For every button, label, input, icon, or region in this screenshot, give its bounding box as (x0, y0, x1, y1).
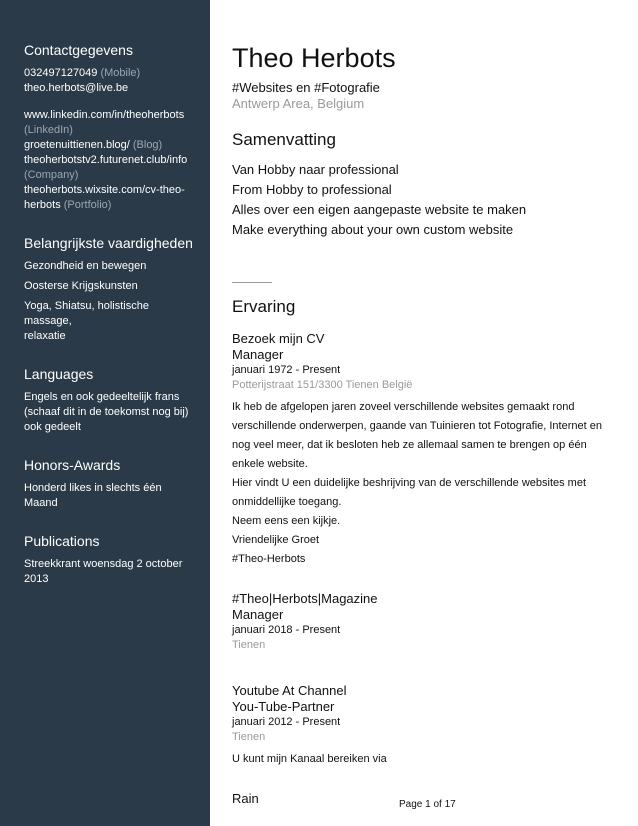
job-company: Rain (232, 791, 259, 806)
job-company: Youtube At Channel (232, 683, 347, 698)
summary-heading: Samenvatting (232, 130, 336, 149)
job-location: Potterijstraat 151/3300 Tienen België (232, 379, 413, 391)
publications-heading: Publications (24, 533, 100, 549)
job-description-line: enkele website. (232, 458, 308, 470)
portfolio-label: (Portfolio) (63, 199, 112, 211)
profile-headline: #Websites en #Fotografie (232, 80, 380, 95)
portfolio-link-part-1[interactable]: theoherbots.wixsite.com/cv-theo- (24, 184, 185, 196)
summary-line: From Hobby to professional (232, 182, 392, 197)
profile-name: Theo Herbots (232, 43, 396, 73)
email-link[interactable]: theo.herbots@live.be (24, 82, 129, 94)
profile-location: Antwerp Area, Belgium (232, 96, 365, 111)
phone-line (24, 66, 198, 81)
section-divider (232, 282, 272, 283)
job-role: You-Tube-Partner (232, 699, 335, 714)
skills-section (24, 235, 198, 344)
skills-heading: Belangrijkste vaardigheden (24, 235, 193, 251)
job-description-line: onmiddellijke toegang. (232, 496, 342, 508)
experience-entry (232, 683, 612, 769)
page-number: Page 1 of 17 (399, 799, 456, 810)
languages-section (24, 366, 198, 435)
publication-line: 2013 (24, 573, 49, 585)
experience-heading: Ervaring (232, 297, 296, 316)
job-location: Tienen (232, 731, 266, 743)
job-description-line: nog veel meer, dat ik besloten heb ze allemaal samen te brengen op één (232, 439, 587, 451)
publication-line: Streekkrant woensdag 2 october (24, 558, 183, 570)
job-description-line: Neem eens een kijkje. (232, 515, 341, 527)
sidebar (0, 0, 210, 826)
languages-heading: Languages (24, 366, 94, 382)
job-company: Bezoek mijn CV (232, 331, 325, 346)
phone-label: (Mobile) (100, 67, 141, 79)
summary-line: Van Hobby naar professional (232, 162, 399, 177)
honors-heading: Honors-Awards (24, 457, 121, 473)
summary-line: Alles over een eigen aangepaste website te maken (232, 202, 527, 217)
job-dates: januari 2018 - Present (232, 624, 341, 636)
job-dates: januari 2012 - Present (232, 716, 341, 728)
experience-entry (232, 331, 612, 569)
job-role: Manager (232, 347, 284, 362)
blog-label: (Blog) (132, 139, 163, 151)
job-location: Tienen (232, 639, 266, 651)
summary-line: Make everything about your own custom website (232, 222, 514, 237)
skill-item: Oosterse Krijgskunsten (24, 280, 138, 292)
job-role: Manager (232, 607, 284, 622)
job-description-line: Vriendelijke Groet (232, 534, 320, 546)
portfolio-line (24, 198, 198, 213)
phone-number: 032497127049 (24, 67, 98, 79)
job-description-line: Hier vindt U een duidelijke beshrijving van de verschillende websites met (232, 477, 587, 489)
blog-line (24, 138, 198, 153)
blog-link[interactable]: groetenuittienen.blog/ (24, 139, 130, 151)
skill-item: Gezondheid en bewegen (24, 260, 147, 272)
company-link[interactable]: theoherbotstv2.futurenet.club/info (24, 154, 188, 166)
job-dates: januari 1972 - Present (232, 364, 341, 376)
skill-item-continued: relaxatie (24, 330, 66, 342)
experience-entry (232, 591, 612, 653)
job-description-line: Ik heb de afgelopen jaren zoveel verschillende websites gemaakt rond (232, 401, 575, 413)
company-label: (Company) (24, 169, 79, 181)
honor-item: Honderd likes in slechts één Maand (24, 482, 162, 509)
linkedin-link[interactable]: www.linkedin.com/in/theoherbots (24, 109, 185, 121)
contact-section (24, 42, 198, 213)
main-content (232, 42, 612, 807)
job-description-line: #Theo-Herbots (232, 553, 306, 565)
language-line: Engels en ook gedeeltelijk frans (24, 391, 180, 403)
language-line: (schaaf dit in de toekomst nog bij) (24, 406, 189, 418)
language-line: ook gedeelt (24, 421, 81, 433)
portfolio-link-part-2[interactable]: herbots (24, 199, 61, 211)
publications-section (24, 533, 198, 587)
linkedin-label: (LinkedIn) (24, 124, 73, 136)
job-description-line: verschillende onderwerpen, gaande van Tuinieren tot Fotografie, Internet en (232, 420, 602, 432)
job-company: #Theo|Herbots|Magazine (232, 591, 378, 606)
skill-item: Yoga, Shiatsu, holistische massage, (24, 300, 149, 327)
honors-section (24, 457, 198, 511)
job-description-line: U kunt mijn Kanaal bereiken via (232, 753, 387, 765)
contact-heading: Contactgegevens (24, 42, 133, 58)
